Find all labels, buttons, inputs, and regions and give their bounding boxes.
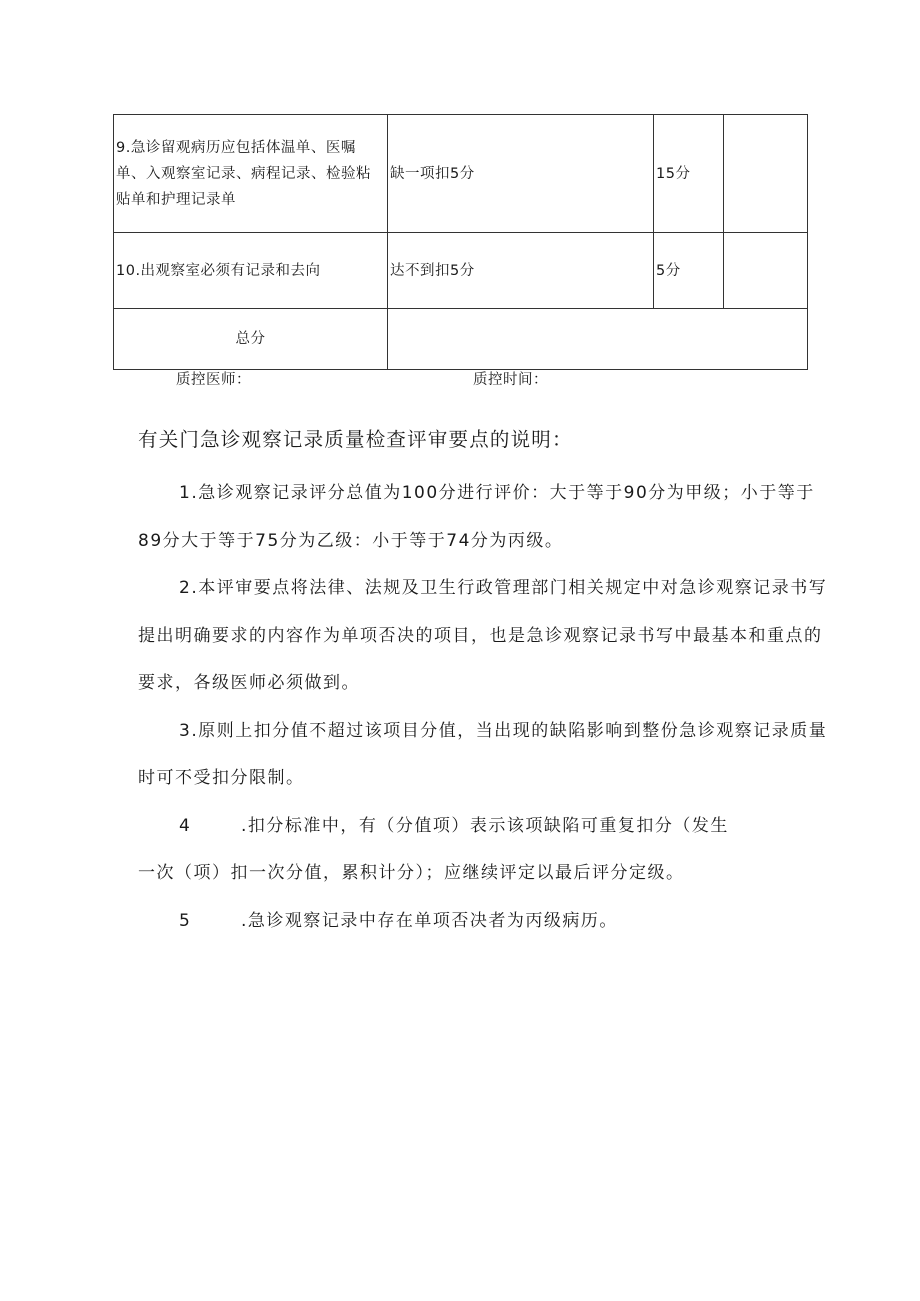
score-cell: 5分 [654, 233, 724, 309]
qc-time-label: 质控时间： [473, 372, 548, 388]
notes-body [138, 470, 828, 945]
item-cell: 9.急诊留观病历应包括体温单、医嘱单、入观察室记录、病程记录、检验粘贴单和护理记录单 [114, 115, 388, 233]
note-item-3: 3.原则上扣分值不超过该项目分值，当出现的缺陷影响到整份急诊观察记录质量时可不受扣分限制。 [138, 720, 828, 788]
table-row [114, 233, 808, 309]
table-row [114, 115, 808, 233]
qc-doctor-label: 质控医师： [176, 372, 251, 388]
scoring-table [113, 114, 808, 370]
deduct-cell [724, 233, 808, 309]
note-item-1: 1.急诊观察记录评分总值为100分进行评价：大于等于90分为甲级；小于等于89分大于等于75分为乙级：小于等于74分为丙级。 [138, 483, 815, 551]
note-item-2: 2.本评审要点将法律、法规及卫生行政管理部门相关规定中对急诊观察记录书写提出明确要求的内容作为单项否决的项目，也是急诊观察记录书写中最基本和重点的要求，各级医师必须做到。 [138, 578, 828, 693]
standard-cell: 达不到扣5分 [388, 233, 654, 309]
note-item-4-line1: .扣分标准中，有（分值项）表示该项缺陷可重复扣分（发生 [241, 815, 729, 836]
total-value [388, 309, 808, 370]
score-cell: 15分 [654, 115, 724, 233]
note-item-4-number: 4 [179, 815, 192, 836]
note-item-4-cont: 一次（项）扣一次分值，累积计分）；应继续评定以最后评分定级。 [138, 863, 685, 883]
notes-heading: 有关门急诊观察记录质量检查评审要点的说明： [138, 428, 573, 451]
deduct-cell [724, 115, 808, 233]
note-item-5-number: 5 [179, 910, 192, 931]
item-cell: 10.出观察室必须有记录和去向 [114, 233, 388, 309]
standard-cell: 缺一项扣5分 [388, 115, 654, 233]
note-item-4 [138, 803, 828, 851]
total-row [114, 309, 808, 370]
note-item-5 [138, 898, 828, 946]
total-label: 总分 [114, 309, 388, 370]
note-item-5-text: .急诊观察记录中存在单项否决者为丙级病历。 [241, 910, 618, 931]
